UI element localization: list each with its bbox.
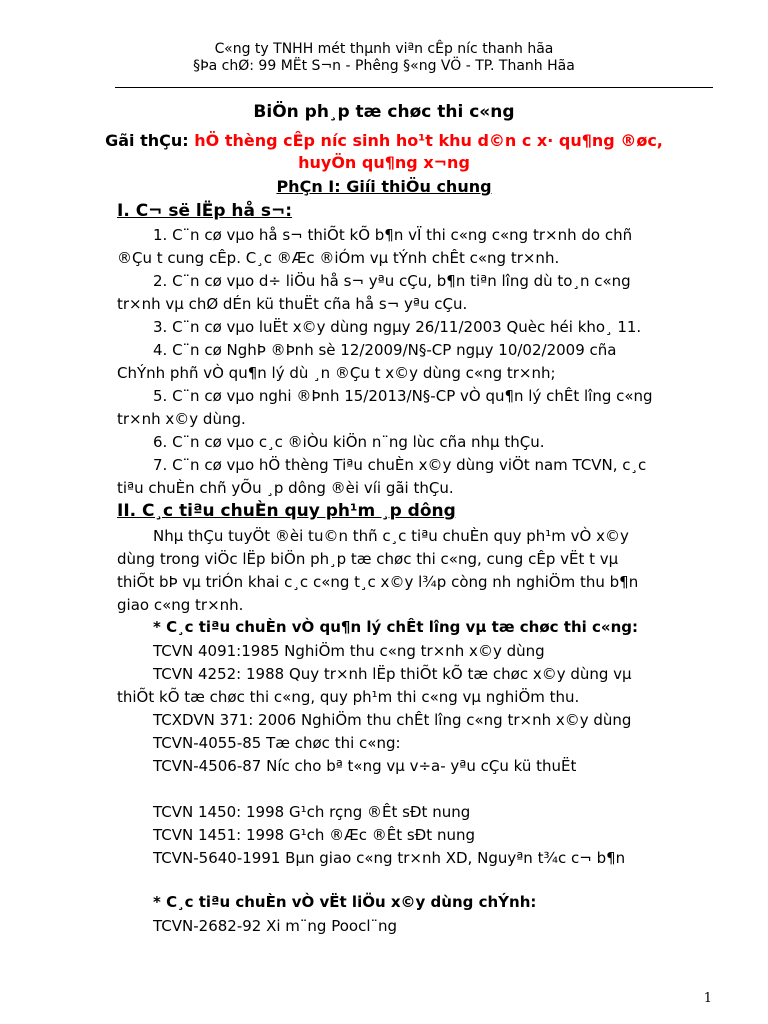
basis-line: ®Çu t cung cÊp. C¸c ®Æc ®iÓm vµ tÝnh chÊt c«ng tr×nh. [117, 249, 560, 267]
basis-line: tiªu chuÈn chñ yÕu ¸p dông ®èi víi gãi thÇu. [117, 479, 454, 497]
package-line-1 [0, 131, 768, 150]
document-title: BiÖn ph¸p tæ chøc thi c«ng [253, 102, 515, 122]
standard-item: TCVN 1451: 1998 G¹ch ®Æc ®Êt sÐt nung [153, 826, 475, 844]
subheading-management-standards: * C¸c tiªu chuÈn vÒ qu¶n lý chÊt lîng vµ tæ chøc thi c«ng: [153, 618, 638, 636]
package-name-1: hÖ thèng cÊp níc sinh ho¹t khu d©n c x· qu¶ng ®øc, [194, 131, 663, 150]
standard-item: TCVN-5640-1991 Bµn giao c«ng tr×nh XD, Nguyªn t¾c c¬ b¶n [153, 849, 626, 867]
basis-line: 4. C¨n cø NghÞ ®Þnh sè 12/2009/N§-CP ngµy 10/02/2009 cña [153, 341, 617, 359]
package-line-2 [0, 153, 768, 172]
standard-item: TCVN-2682-92 Xi m¨ng Poocl¨ng [153, 917, 398, 935]
basis-line: ChÝnh phñ vÒ qu¶n lý dù ¸n ®Çu t x©y dùng c«ng tr×nh; [117, 364, 556, 382]
company-name: C«ng ty TNHH mét thµnh viªn cÊp níc thanh hãa [214, 41, 554, 57]
basis-line: tr×nh x©y dùng. [117, 410, 246, 428]
standard-item: TCVN 4252: 1988 Quy tr×nh lËp thiÕt kÕ tæ chøc x©y dùng vµ [153, 665, 632, 683]
intro-line: Nhµ thÇu tuyÖt ®èi tu©n thñ c¸c tiªu chuÈn quy ph¹m vÒ x©y [153, 527, 629, 545]
company-address: §Þa chØ: 99 MËt S¬n - Phêng §«ng VÖ - TP. Thanh Hãa [193, 58, 575, 74]
basis-line: 2. C¨n cø vµo d÷ liÖu hå s¬ yªu cÇu, b¶n tiªn lîng dù to¸n c«ng [153, 272, 631, 290]
standard-item: TCVN-4055-85 Tæ chøc thi c«ng: [153, 734, 401, 752]
intro-line: dùng trong viÖc lËp biÖn ph¸p tæ chøc thi c«ng, cung cÊp vËt t vµ [117, 550, 619, 568]
page-number: 1 [703, 991, 712, 1006]
section-2-heading: II. C¸c tiªu chuÈn quy ph¹m ¸p dông [117, 501, 456, 521]
basis-line: 6. C¨n cø vµo c¸c ®iÒu kiÖn n¨ng lùc cña nhµ thÇu. [153, 433, 545, 451]
package-name-2: huyÖn qu¶ng x¬ng [298, 153, 470, 172]
subheading-material-standards: * C¸c tiªu chuÈn vÒ vËt liÖu x©y dùng chÝnh: [153, 893, 537, 911]
section-1-heading: I. C¬ së lËp hå s¬: [117, 201, 293, 221]
standard-item: TCXDVN 371: 2006 NghiÖm thu chÊt lîng c«ng tr×nh x©y dùng [153, 711, 632, 729]
basis-line: 3. C¨n cø vµo luËt x©y dùng ngµy 26/11/2003 Quèc héi kho¸ 11. [153, 318, 642, 336]
intro-line: thiÕt bÞ vµ triÓn khai c¸c c«ng t¸c x©y l¾p còng nh nghiÖm thu b¶n [117, 573, 639, 591]
basis-line: 1. C¨n cø vµo hå s¬ thiÕt kÕ b¶n vÏ thi c«ng c«ng tr×nh do chñ [153, 226, 633, 244]
header-divider [115, 87, 713, 88]
basis-line: tr×nh vµ chØ dÉn kü thuËt cña hå s¬ yªu cÇu. [117, 295, 468, 313]
intro-line: giao c«ng tr×nh. [117, 596, 244, 614]
standard-item: TCVN 4091:1985 NghiÖm thu c«ng tr×nh x©y dùng [153, 642, 545, 660]
standard-item: TCVN 1450: 1998 G¹ch rçng ®Êt sÐt nung [153, 803, 471, 821]
standard-item: TCVN-4506-87 Níc cho bª t«ng vµ v÷a- yªu cÇu kü thuËt [153, 757, 577, 775]
part-title: PhÇn I: Giíi thiÖu chung [276, 177, 492, 196]
standard-item: thiÕt kÕ tæ chøc thi c«ng, quy ph¹m thi c«ng vµ nghiÖm thu. [117, 688, 580, 706]
basis-line: 5. C¨n cø vµo nghi ®Þnh 15/2013/N§-CP vÒ qu¶n lý chÊt lîng c«ng [153, 387, 653, 405]
package-label: Gãi thÇu: [105, 131, 189, 150]
basis-line: 7. C¨n cø vµo hÖ thèng Tiªu chuÈn x©y dùng viÖt nam TCVN, c¸c [153, 456, 647, 474]
